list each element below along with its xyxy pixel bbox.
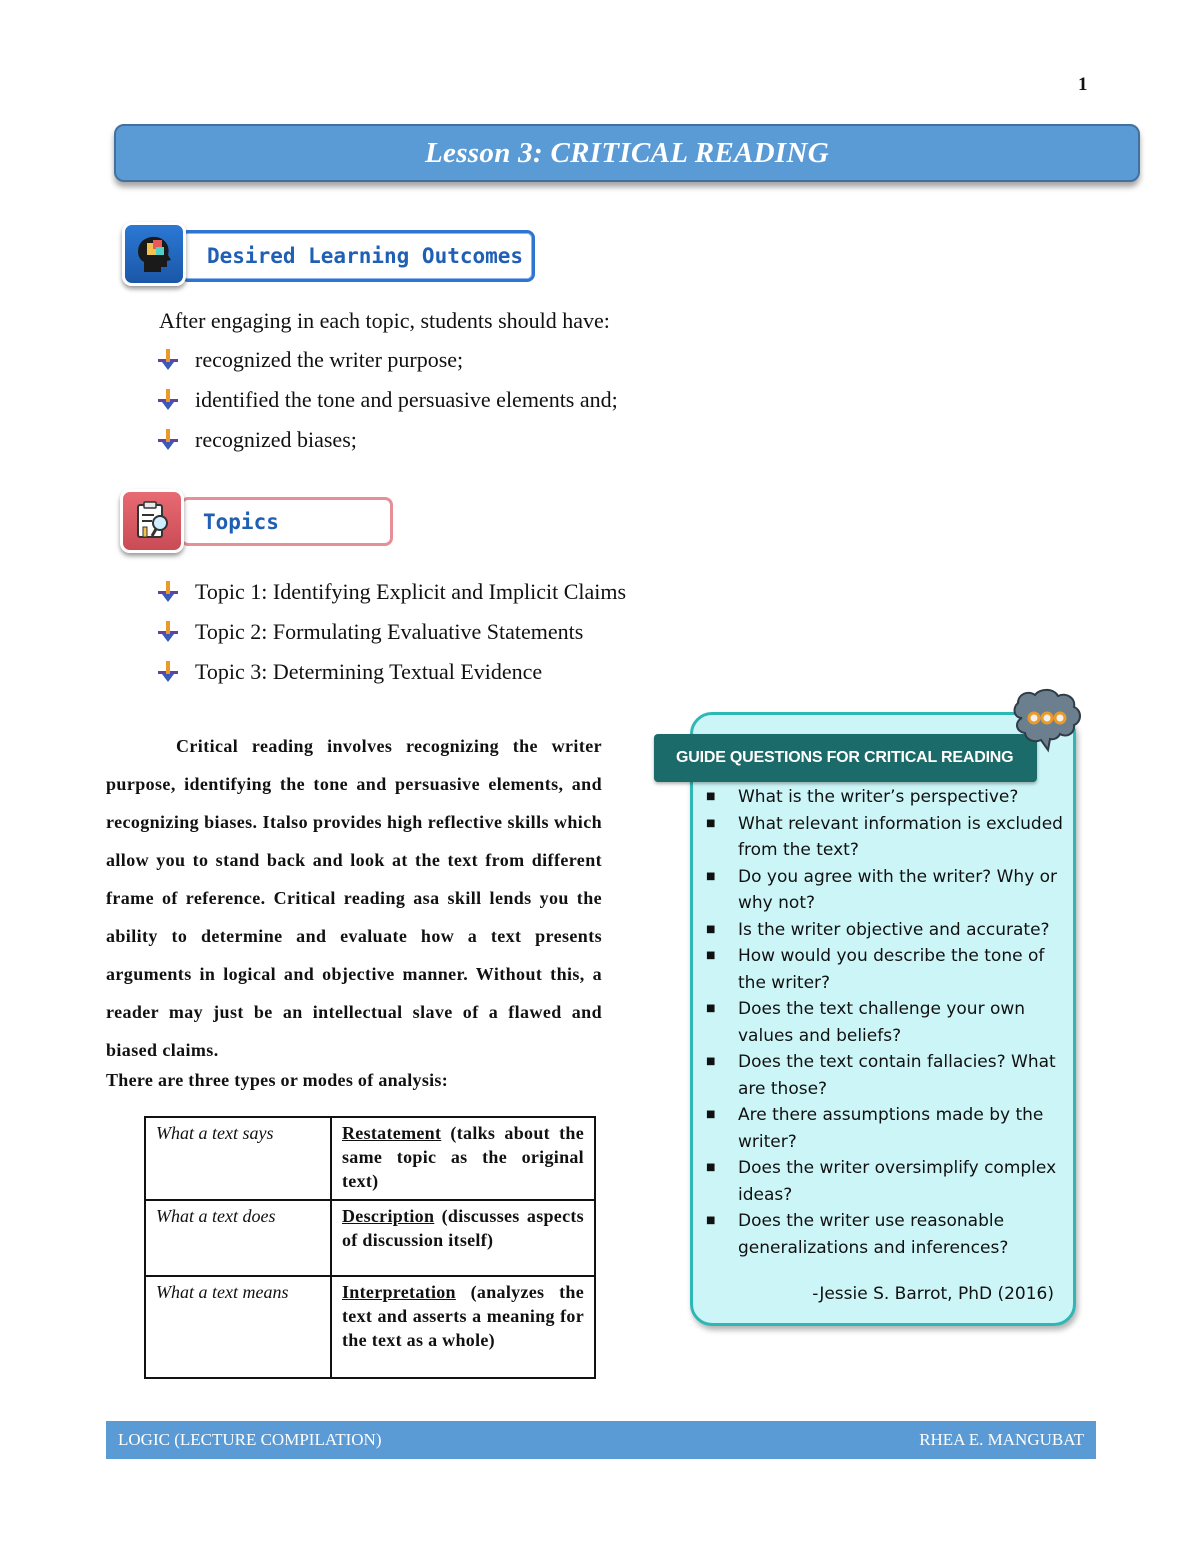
topics-list <box>158 578 626 698</box>
question-text: What relevant information is excluded from the text? <box>738 813 1063 860</box>
outcome-text: identified the tone and persuasive elements and; <box>195 387 618 412</box>
mode-description: (analyzes the text and asserts a meaning for the text as a whole) <box>342 1282 584 1350</box>
list-item <box>158 426 618 454</box>
list-item <box>704 1208 1064 1261</box>
square-bullet-icon <box>704 1155 738 1208</box>
outcomes-intro: After engaging in each topic, students should have: <box>159 308 610 333</box>
paragraph-text: Critical reading involves recognizing the writer purpose, identifying the tone and persuasive elements, and recognizing biases. Italso provides high reflective skills which allow you to stand back and look at the text from different frame of reference. Critical reading asa skill lends you the ability to determine and evaluate how a text presents arguments in logical and objective manner. Without this, a reader may just be an intellectual slave of a flawed and biased claims. <box>106 736 602 1060</box>
question-text: What is the writer’s perspective? <box>738 787 1019 807</box>
mode-cell: What a text does <box>145 1200 331 1276</box>
page-number: 1 <box>1078 74 1088 95</box>
list-item <box>704 1102 1064 1155</box>
list-item <box>704 1049 1064 1102</box>
footer-course: LOGIC (LECTURE COMPILATION) <box>118 1430 382 1449</box>
question-text: How would you describe the tone of the writer? <box>738 946 1045 993</box>
question-text: Do you agree with the writer? Why or why not? <box>738 866 1058 913</box>
page-footer <box>106 1421 1096 1459</box>
outcome-text: recognized biases; <box>195 427 357 452</box>
mode-term: Interpretation <box>342 1282 456 1302</box>
outcome-text: recognized the writer purpose; <box>195 347 464 372</box>
mode-cell: What a text says <box>145 1117 331 1200</box>
square-bullet-icon <box>704 784 738 811</box>
question-text: Does the text contain fallacies? What are those? <box>738 1052 1056 1099</box>
guide-credit: -Jessie S. Barrot, PhD (2016) <box>812 1284 1054 1304</box>
list-item <box>158 578 626 606</box>
square-bullet-icon <box>704 996 738 1049</box>
square-bullet-icon <box>704 1208 738 1261</box>
table-row <box>145 1276 595 1378</box>
topics-heading-box <box>180 497 393 546</box>
table-row <box>145 1200 595 1276</box>
mode-term: Restatement <box>342 1123 442 1143</box>
modes-lead: There are three types or modes of analysis: <box>106 1070 449 1090</box>
chat-bubble-icon <box>1008 688 1084 758</box>
arrow-down-icon <box>158 429 178 451</box>
critical-reading-paragraph <box>106 727 602 1069</box>
list-item <box>704 943 1064 996</box>
table-row <box>145 1117 595 1200</box>
arrow-down-icon <box>158 581 178 603</box>
topic-text: Topic 2: Formulating Evaluative Statements <box>195 619 584 644</box>
mode-description: (discusses aspects of discussion itself) <box>342 1206 584 1250</box>
question-text: Is the writer objective and accurate? <box>738 919 1050 940</box>
arrow-down-icon <box>158 349 178 371</box>
list-item <box>158 618 626 646</box>
list-item <box>704 784 1064 811</box>
modes-table <box>144 1116 596 1379</box>
square-bullet-icon <box>704 864 738 917</box>
lesson-title: Lesson 3: CRITICAL READING <box>425 136 829 169</box>
learning-head-icon <box>122 222 186 286</box>
square-bullet-icon <box>704 917 738 944</box>
list-item <box>704 917 1064 944</box>
clipboard-icon <box>120 489 184 553</box>
topic-text: Topic 3: Determining Textual Evidence <box>195 659 543 684</box>
outcomes-heading: Desired Learning Outcomes <box>207 244 524 268</box>
topic-text: Topic 1: Identifying Explicit and Implicit Claims <box>195 579 627 604</box>
question-text: Does the writer oversimplify complex ideas? <box>738 1158 1057 1205</box>
topics-heading: Topics <box>203 509 279 534</box>
guide-heading: GUIDE QUESTIONS FOR CRITICAL READING <box>654 734 1037 782</box>
list-item <box>704 996 1064 1049</box>
arrow-down-icon <box>158 389 178 411</box>
list-item <box>704 1155 1064 1208</box>
list-item <box>158 658 626 686</box>
outcomes-heading-box <box>180 230 535 282</box>
list-item <box>704 811 1064 864</box>
outcomes-list <box>158 346 618 466</box>
footer-author: RHEA E. MANGUBAT <box>919 1430 1084 1449</box>
definition-cell <box>331 1117 595 1200</box>
question-text: Does the writer use reasonable generalizations and inferences? <box>738 1211 1009 1258</box>
list-item <box>704 864 1064 917</box>
square-bullet-icon <box>704 1102 738 1155</box>
mode-cell: What a text means <box>145 1276 331 1378</box>
definition-cell <box>331 1276 595 1378</box>
list-item <box>158 386 618 414</box>
definition-cell <box>331 1200 595 1276</box>
question-text: Does the text challenge your own values and beliefs? <box>738 999 1026 1046</box>
mode-description: (talks about the same topic as the original text) <box>342 1123 584 1191</box>
guide-questions-list <box>704 784 1064 1261</box>
square-bullet-icon <box>704 811 738 864</box>
mode-term: Description <box>342 1206 435 1226</box>
square-bullet-icon <box>704 943 738 996</box>
arrow-down-icon <box>158 661 178 683</box>
square-bullet-icon <box>704 1049 738 1102</box>
lesson-title-bar <box>114 124 1140 182</box>
list-item <box>158 346 618 374</box>
question-text: Are there assumptions made by the writer? <box>738 1105 1044 1152</box>
arrow-down-icon <box>158 621 178 643</box>
